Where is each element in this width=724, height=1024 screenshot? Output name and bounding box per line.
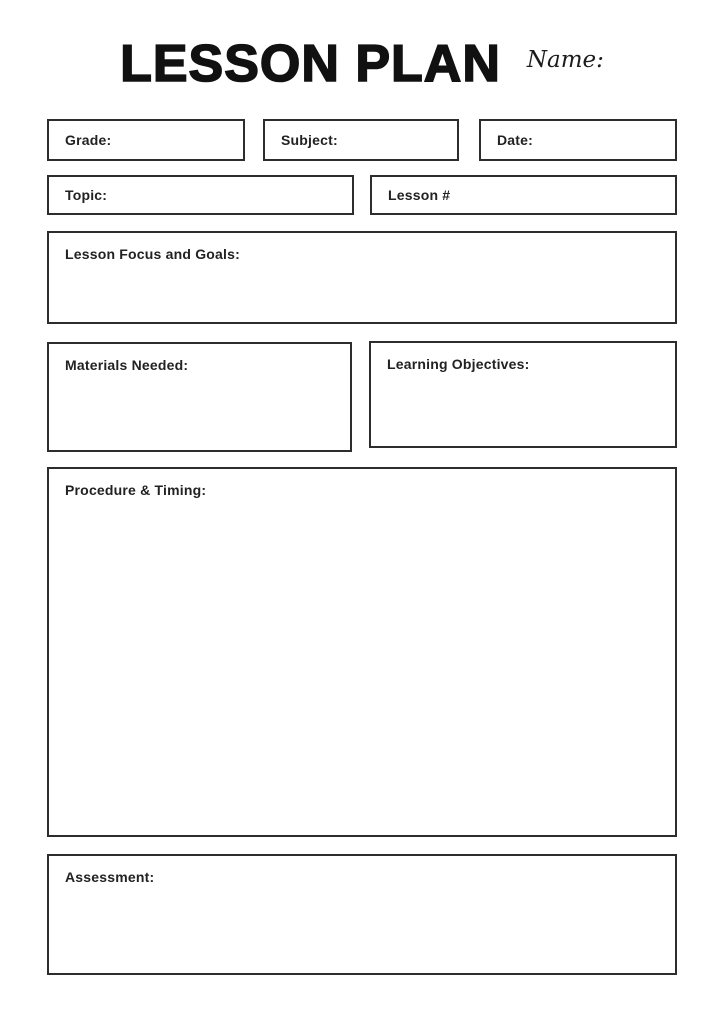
name-label: Name:	[526, 47, 604, 73]
procedure-timing-label: Procedure & Timing:	[65, 482, 207, 498]
grade-field[interactable]	[47, 119, 245, 161]
subject-field[interactable]	[263, 119, 459, 161]
procedure-timing-field[interactable]	[47, 467, 677, 837]
learning-objectives-field[interactable]	[369, 341, 677, 448]
grade-label: Grade:	[65, 132, 112, 148]
date-label: Date:	[497, 132, 534, 148]
subject-label: Subject:	[281, 132, 338, 148]
assessment-label: Assessment:	[65, 869, 155, 885]
lesson-focus-field[interactable]	[47, 231, 677, 324]
lesson-focus-label: Lesson Focus and Goals:	[65, 246, 240, 262]
materials-needed-label: Materials Needed:	[65, 357, 189, 373]
materials-needed-field[interactable]	[47, 342, 352, 452]
lesson-number-field[interactable]	[370, 175, 677, 215]
assessment-field[interactable]	[47, 854, 677, 975]
topic-label: Topic:	[65, 187, 108, 203]
lesson-number-label: Lesson #	[388, 187, 451, 203]
date-field[interactable]	[479, 119, 677, 161]
topic-field[interactable]	[47, 175, 354, 215]
page-header	[0, 35, 724, 93]
page-title: LESSON PLAN	[120, 35, 501, 93]
learning-objectives-label: Learning Objectives:	[387, 356, 530, 372]
